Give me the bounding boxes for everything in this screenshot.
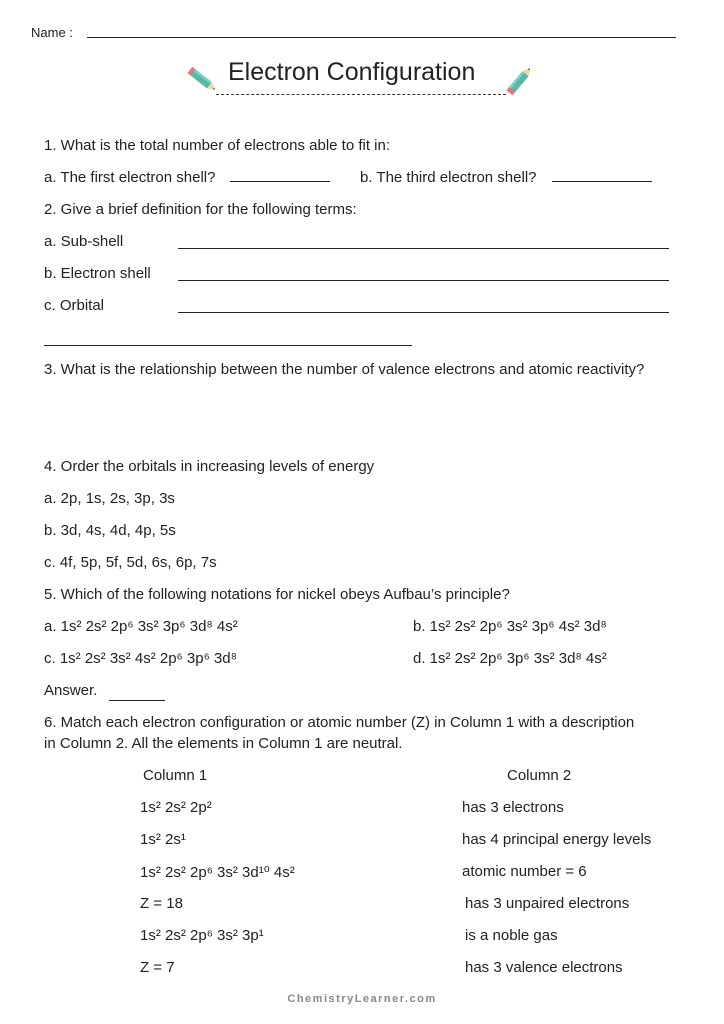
q6-col1-item: 1s² 2s¹	[140, 831, 186, 848]
q2-a-answer-line[interactable]	[178, 248, 669, 249]
pencil-icon	[503, 62, 539, 96]
q6-column1-header: Column 1	[143, 767, 208, 784]
q2-b: b. Electron shell	[44, 265, 151, 282]
q6-col1-item: Z = 7	[140, 959, 175, 976]
q5-option-d: d. 1s² 2s² 2p⁶ 3p⁶ 3s² 3d⁸ 4s²	[413, 650, 607, 667]
q6-column2-header: Column 2	[507, 767, 572, 784]
q6-question-line1: 6. Match each electron configuration or atomic number (Z) in Column 1 with a description	[44, 714, 635, 731]
q4-question: 4. Order the orbitals in increasing levels of energy	[44, 458, 375, 475]
q4-a: a. 2p, 1s, 2s, 3p, 3s	[44, 490, 175, 507]
q6-col1-item: 1s² 2s² 2p⁶ 3s² 3p¹	[140, 927, 264, 944]
q3-question: 3. What is the relationship between the number of valence electrons and atomic reactivity?	[44, 361, 645, 378]
q2-c-answer-line[interactable]	[178, 312, 669, 313]
q6-col2-item: has 3 unpaired electrons	[465, 895, 630, 912]
q2-question: 2. Give a brief definition for the following terms:	[44, 201, 357, 218]
q6-col2-item: is a noble gas	[465, 927, 558, 944]
page-title: Electron Configuration	[228, 58, 476, 86]
q6-col2-item: has 3 electrons	[462, 799, 564, 816]
q1-a-answer-line[interactable]	[230, 181, 330, 182]
q1-b: b. The third electron shell?	[360, 169, 537, 186]
q2-a: a. Sub-shell	[44, 233, 124, 250]
q6-col1-item: 1s² 2s² 2p²	[140, 799, 212, 816]
q6-col2-item: atomic number = 6	[462, 863, 587, 880]
q5-answer-label: Answer.	[44, 682, 98, 699]
q5-option-c: c. 1s² 2s² 3s² 4s² 2p⁶ 3p⁶ 3d⁸	[44, 650, 237, 667]
name-line[interactable]	[87, 37, 676, 38]
q6-col2-item: has 3 valence electrons	[465, 959, 623, 976]
q6-col1-item: Z = 18	[140, 895, 183, 912]
q2-b-answer-line[interactable]	[178, 280, 669, 281]
q4-b: b. 3d, 4s, 4d, 4p, 5s	[44, 522, 176, 539]
q1-b-answer-line[interactable]	[552, 181, 652, 182]
q2-c: c. Orbital	[44, 297, 105, 314]
q5-option-b: b. 1s² 2s² 2p⁶ 3s² 3p⁶ 4s² 3d⁸	[413, 618, 607, 635]
name-label: Name :	[31, 25, 73, 40]
q5-question: 5. Which of the following notations for nickel obeys Aufbau’s principle?	[44, 586, 510, 603]
q6-col2-item: has 4 principal energy levels	[462, 831, 652, 848]
q5-answer-line[interactable]	[109, 700, 165, 701]
q1-a: a. The first electron shell?	[44, 169, 216, 186]
pencil-icon	[186, 64, 222, 98]
q1-question: 1. What is the total number of electrons able to fit in:	[44, 137, 391, 154]
q6-col1-item: 1s² 2s² 2p⁶ 3s² 3d¹⁰ 4s²	[140, 864, 295, 881]
q4-c: c. 4f, 5p, 5f, 5d, 6s, 6p, 7s	[44, 554, 217, 571]
title-underline	[216, 94, 506, 95]
q5-option-a: a. 1s² 2s² 2p⁶ 3s² 3p⁶ 3d⁸ 4s²	[44, 618, 238, 635]
footer-watermark: ChemistryLearner.com	[287, 993, 437, 1005]
q2-extra-answer-line[interactable]	[44, 345, 412, 346]
q6-question-line2: in Column 2. All the elements in Column 1 are neutral.	[44, 735, 403, 752]
